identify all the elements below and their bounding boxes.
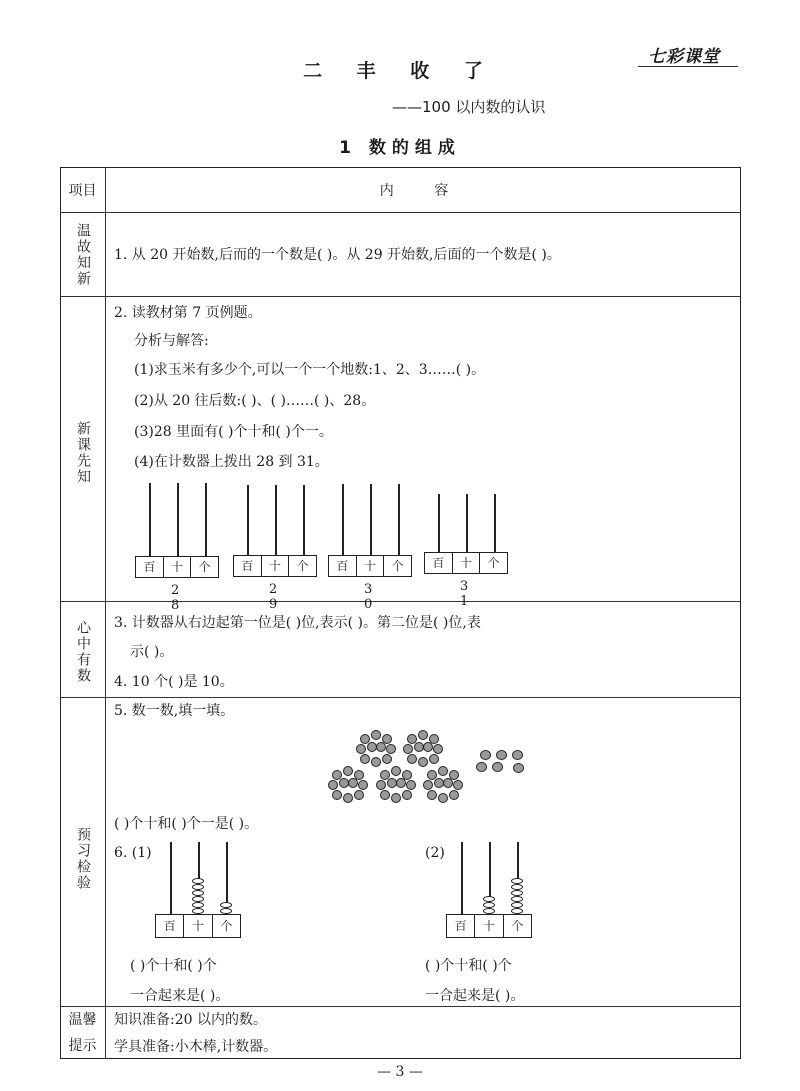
row-label-new: 新课先知 bbox=[75, 421, 91, 485]
check-line-4: (2) bbox=[425, 845, 445, 861]
single-one-icon bbox=[480, 750, 491, 760]
hundreds-label: 百 bbox=[136, 557, 164, 577]
bundle-of-ten-icon bbox=[403, 730, 443, 766]
mind-line-3: 4. 10 个( )是 10。 bbox=[114, 674, 234, 690]
hundreds-label: 百 bbox=[329, 556, 357, 576]
tens-label: 十 bbox=[475, 915, 503, 937]
ones-label: 个 bbox=[198, 560, 211, 574]
new-line-1: 2. 读教材第 7 页例题。 bbox=[114, 305, 262, 321]
new-line-5: (3)28 里面有( )个十和( )个一。 bbox=[134, 424, 333, 440]
single-one-icon bbox=[492, 762, 503, 772]
new-line-2: 分析与解答: bbox=[134, 333, 209, 349]
lesson-title: 1 数的组成 bbox=[339, 138, 461, 158]
check-line-7: ( )个十和( )个 bbox=[425, 958, 512, 974]
tips-line-2: 学具准备:小木棒,计数器。 bbox=[114, 1039, 278, 1055]
row-label-mind: 心中有数 bbox=[75, 620, 91, 684]
hundreds-label: 百 bbox=[425, 553, 453, 573]
bundle-of-ten-icon bbox=[423, 766, 463, 802]
row-label-tips-bottom: 提示 bbox=[68, 1038, 97, 1054]
column-divider bbox=[105, 167, 106, 1059]
single-one-icon bbox=[512, 750, 523, 760]
row-divider bbox=[60, 1006, 741, 1007]
new-line-6: (4)在计数器上拨出 28 到 31。 bbox=[134, 454, 329, 470]
review-question-1: 1. 从 20 开始数,后而的一个数是( )。从 29 开始数,后面的一个数是( )。 bbox=[114, 247, 561, 263]
column-header-content: 内 容 bbox=[379, 183, 467, 199]
single-one-icon bbox=[513, 763, 524, 773]
unit-subtitle: ——100 以内数的认识 bbox=[392, 98, 546, 116]
bundle-of-ten-icon bbox=[356, 730, 396, 766]
ones-label: 个 bbox=[220, 919, 233, 933]
ones-label: 个 bbox=[296, 559, 309, 573]
abacus-number: 2 8 bbox=[171, 583, 182, 613]
row-label-check: 预习检验 bbox=[75, 827, 91, 891]
hundreds-label: 百 bbox=[234, 556, 262, 576]
hundreds-label: 百 bbox=[156, 915, 184, 937]
abacus-number: 3 1 bbox=[460, 579, 471, 609]
row-divider bbox=[60, 697, 741, 698]
bundle-of-ten-icon bbox=[376, 766, 416, 802]
mind-line-1: 3. 计数器从右边起第一位是( )位,表示( )。第二位是( )位,表 bbox=[114, 615, 481, 631]
row-label-tips-top: 温馨 bbox=[68, 1012, 97, 1028]
unit-title: 二 丰 收 了 bbox=[303, 60, 497, 82]
check-line-2: ( )个十和( )个一是( )。 bbox=[114, 816, 259, 832]
tips-line-1: 知识准备:20 以内的数。 bbox=[114, 1012, 267, 1028]
tens-label: 十 bbox=[184, 915, 212, 937]
check-line-8: 一合起来是( )。 bbox=[425, 988, 525, 1004]
row-label-review: 温故知新 bbox=[75, 223, 91, 287]
tens-label: 十 bbox=[453, 553, 481, 573]
new-line-3: (1)求玉米有多少个,可以一个一个地数:1、2、3……( )。 bbox=[134, 362, 486, 378]
check-line-5: ( )个十和( )个 bbox=[130, 958, 217, 974]
hundreds-label: 百 bbox=[447, 915, 475, 937]
tens-label: 十 bbox=[164, 557, 192, 577]
column-header-item: 项目 bbox=[68, 183, 97, 199]
check-line-3: 6. (1) bbox=[114, 845, 152, 861]
brand-logo: 七彩课堂 bbox=[648, 47, 720, 67]
check-line-1: 5. 数一数,填一填。 bbox=[114, 703, 235, 719]
single-one-icon bbox=[496, 750, 507, 760]
tens-label: 十 bbox=[262, 556, 290, 576]
ones-label: 个 bbox=[487, 556, 500, 570]
row-divider bbox=[60, 601, 741, 602]
abacus-number: 2 9 bbox=[269, 582, 280, 612]
single-one-icon bbox=[476, 762, 487, 772]
ones-label: 个 bbox=[391, 559, 404, 573]
mind-line-2: 示( )。 bbox=[130, 644, 174, 660]
page-number: — 3 — bbox=[377, 1064, 423, 1080]
bundle-of-ten-icon bbox=[328, 766, 368, 802]
row-divider bbox=[60, 296, 741, 297]
check-line-6: 一合起来是( )。 bbox=[130, 988, 230, 1004]
tens-label: 十 bbox=[357, 556, 385, 576]
ones-label: 个 bbox=[511, 919, 524, 933]
row-divider bbox=[60, 212, 741, 213]
abacus-number: 3 0 bbox=[364, 582, 375, 612]
new-line-4: (2)从 20 往后数:( )、( )……( )、28。 bbox=[134, 393, 376, 409]
